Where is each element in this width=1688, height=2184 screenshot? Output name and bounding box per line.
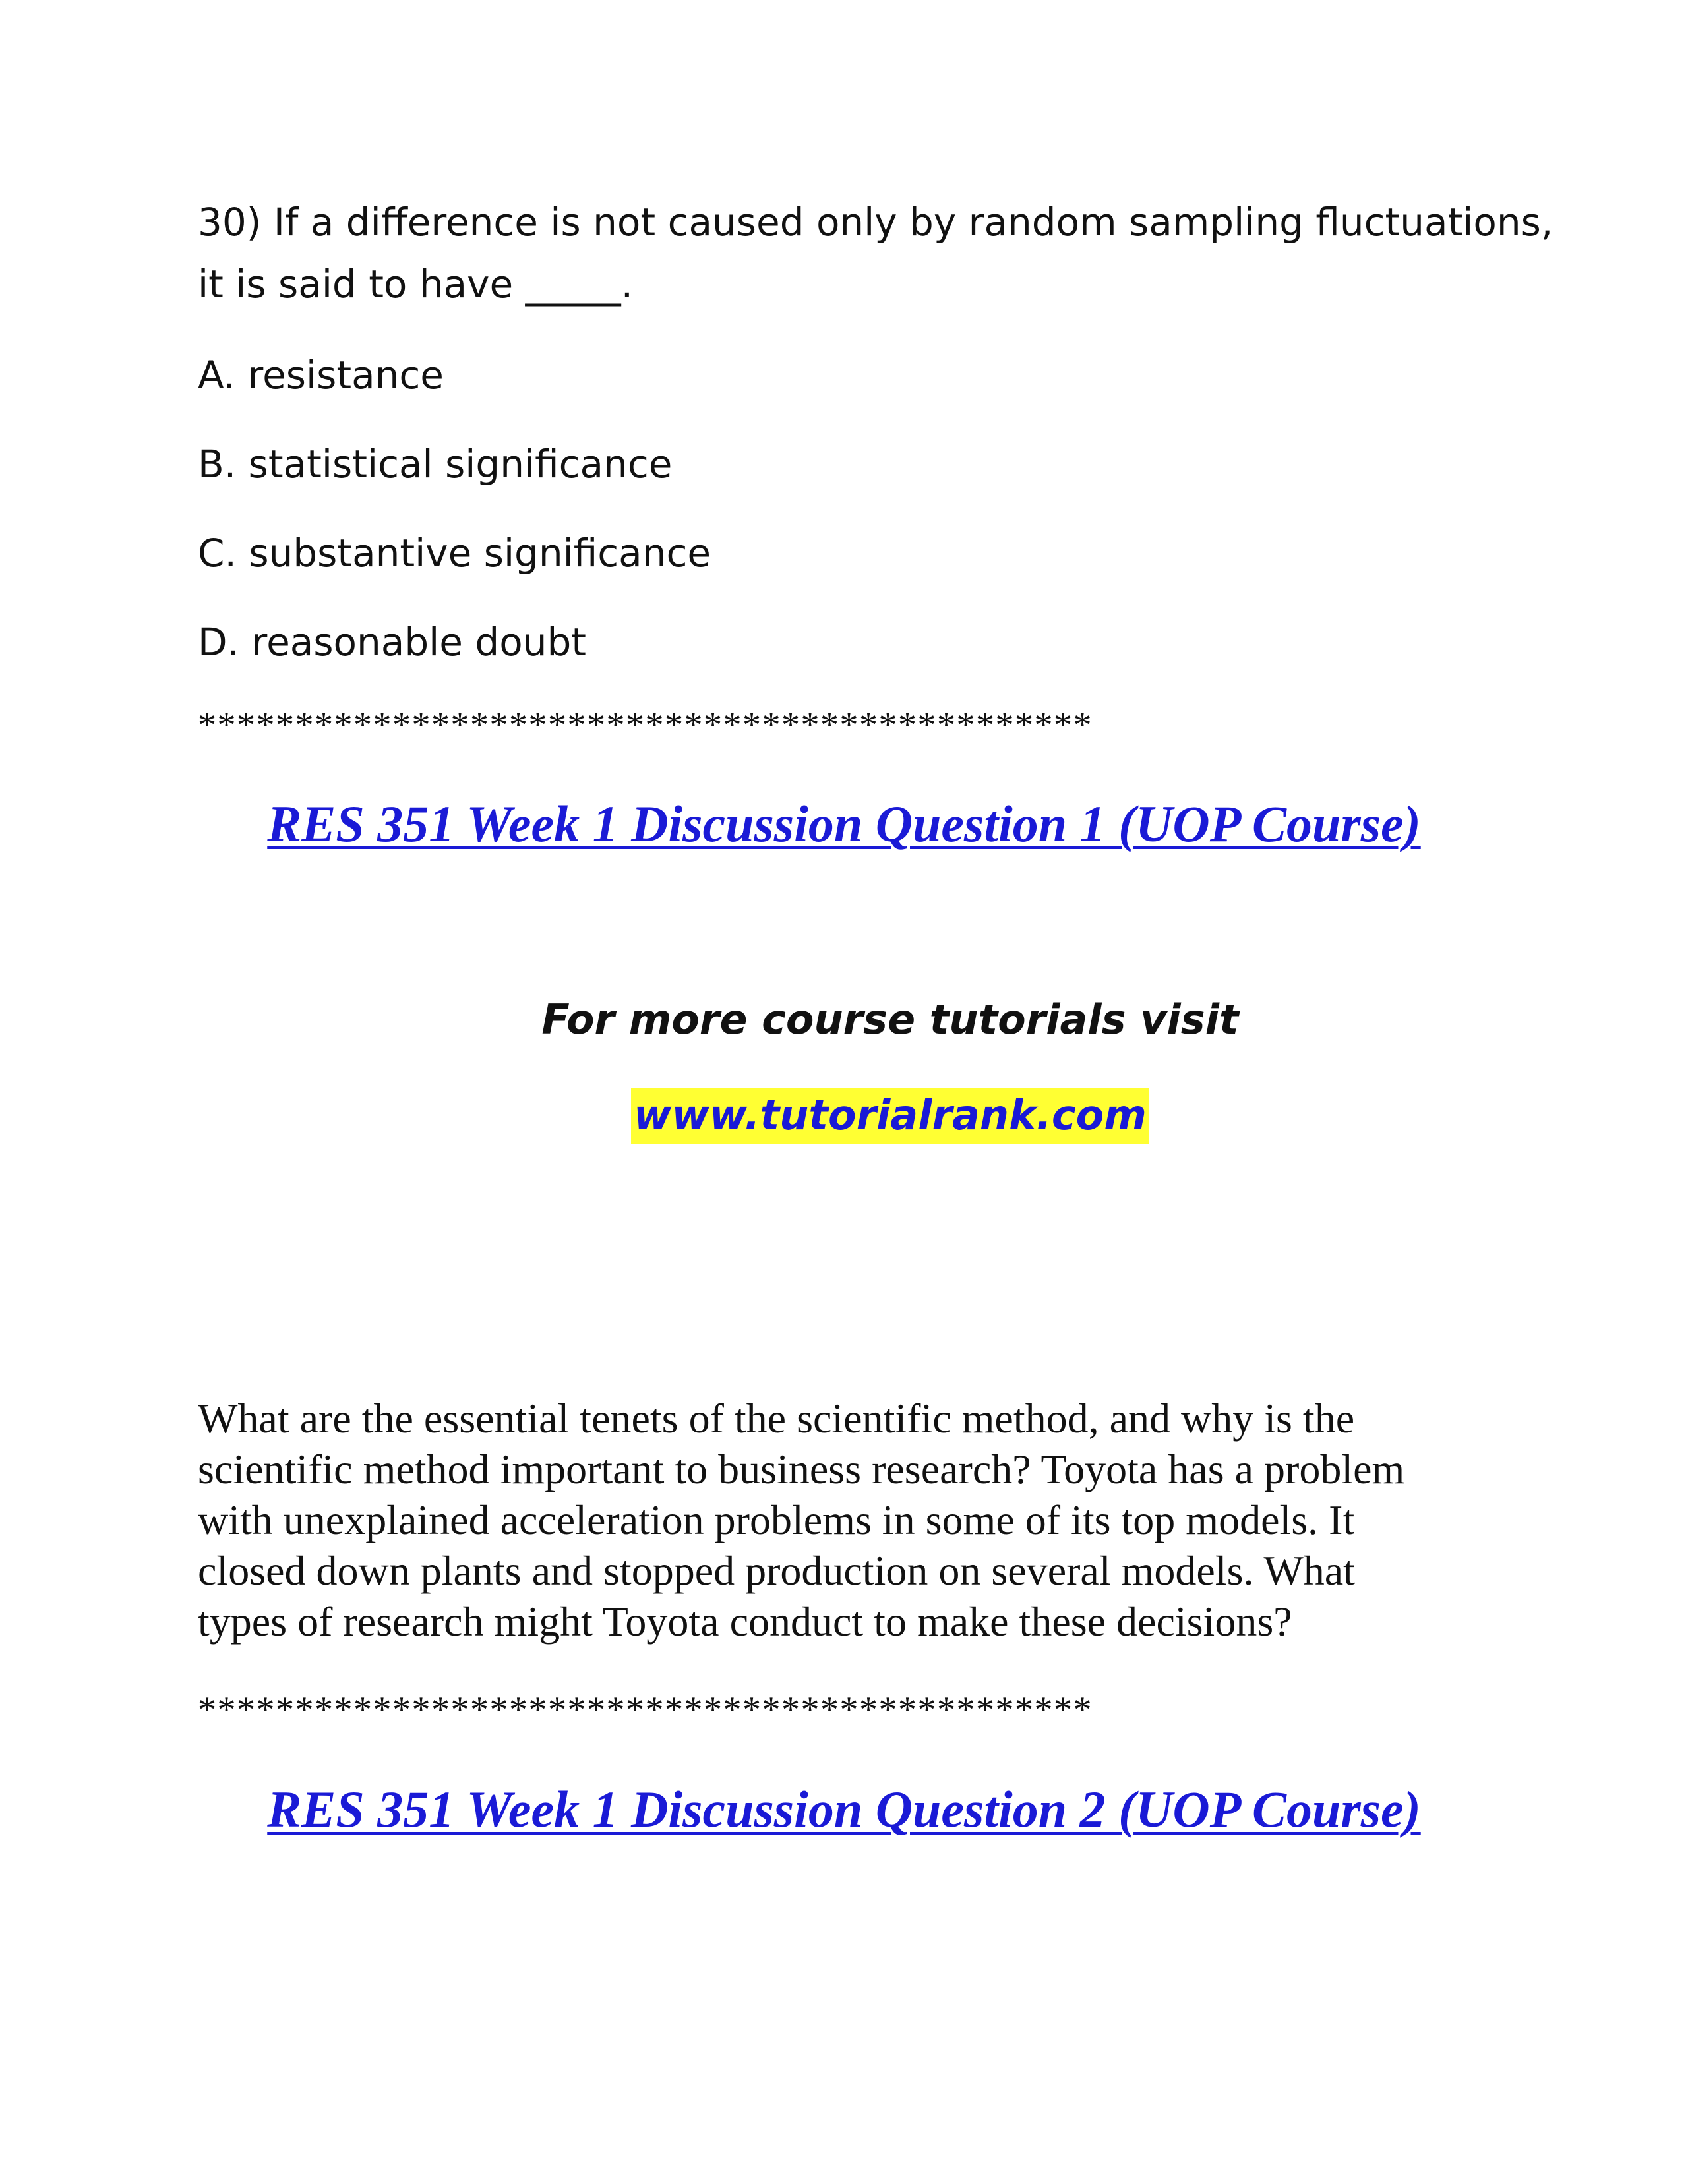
option-c: C. substantive significance [198, 531, 711, 576]
question-text-line-1: 30) If a difference is not caused only by random sampling fluctuations, [198, 200, 1553, 245]
paragraph-line-5: types of research might Toyota conduct to make these decisions? [198, 1598, 1292, 1645]
option-a: A. resistance [198, 353, 444, 398]
paragraph-line-2: scientific method important to business research? Toyota has a problem [198, 1446, 1405, 1492]
discussion-question-2-link[interactable]: RES 351 Week 1 Discussion Question 2 (UOP Course) [267, 1781, 1421, 1838]
paragraph-line-4: closed down plants and stopped production on several models. What [198, 1547, 1355, 1594]
option-b: B. statistical significance [198, 442, 673, 487]
discussion-question-1-link[interactable]: RES 351 Week 1 Discussion Question 1 (UOP Course) [267, 795, 1421, 852]
paragraph-line-1: What are the essential tenets of the scientific method, and why is the [198, 1395, 1355, 1442]
promo-url-container [0, 1091, 1688, 1139]
separator-line-2: ********************************************** [198, 1690, 1093, 1730]
promo-visit-text: For more course tutorials visit [541, 995, 1239, 1044]
option-d: D. reasonable doubt [198, 620, 587, 664]
paragraph-line-3: with unexplained acceleration problems in some of its top models. It [198, 1496, 1355, 1543]
question-text-line-2: it is said to have _____. [198, 262, 634, 307]
tutorialrank-url-link[interactable]: www.tutorialrank.com [631, 1088, 1149, 1144]
separator-line-1: ********************************************** [198, 705, 1093, 746]
